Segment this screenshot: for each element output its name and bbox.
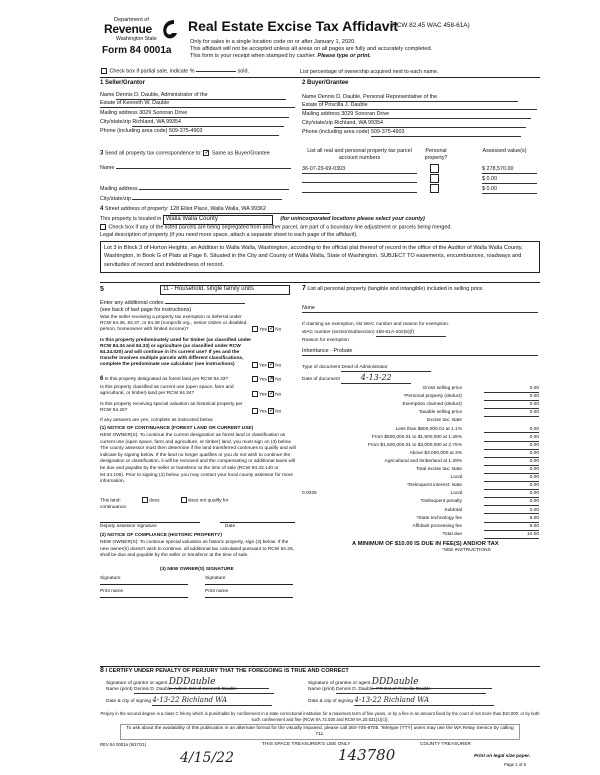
exemption-yes-no (252, 326, 281, 333)
personal-property-value[interactable]: None (302, 305, 538, 313)
tax-row-label: Less than $500,000.01 at 1.1% (395, 426, 462, 432)
doc-date-row (302, 373, 411, 384)
compliance-title: (2) NOTICE OF COMPLIANCE (HISTORIC PROPERTY) (100, 533, 222, 538)
current-use-yes-no (252, 391, 281, 398)
owner-print-line-2 (205, 597, 293, 598)
parcel-number-2[interactable] (302, 176, 417, 183)
partial-sale-label: Check box if partial sale, indicate % (109, 68, 195, 75)
partial-sale-checkbox[interactable] (101, 68, 107, 74)
exemption-question: Was the seller receiving a property tax exemption or deferral under RCW 84.36, 84.37, or 84.38 (nonprofit org., senior citizen or disabled person, homeowner with limited income)? (100, 315, 247, 332)
timber-yes-checkbox[interactable] (252, 362, 258, 368)
historic-yes-no (252, 408, 281, 415)
parcel-col-personal: Personal property? (424, 148, 448, 161)
notice-1: Only for sales in a single location code on or after January 1, 2020. (190, 39, 356, 45)
tax-row (302, 427, 540, 435)
current-use-no-checkbox[interactable]: ✓ (269, 391, 275, 397)
segregated-checkbox[interactable] (100, 224, 106, 230)
rev-number: REV 84 0001a (9/17/21) (100, 742, 147, 747)
tax-row-value[interactable]: 0.00 (484, 427, 539, 434)
seller-phone[interactable]: 509-375-4903 (169, 128, 279, 136)
timber-no-checkbox[interactable]: ✓ (269, 362, 275, 368)
certify-text: 8 I CERTIFY UNDER PENALTY OF PERJURY THAT THE FOREGOING IS TRUE AND CORRECT (100, 667, 349, 674)
continuance-label: continuance. (100, 505, 128, 510)
tax-row-value[interactable]: 0.00 (484, 435, 539, 442)
divider (100, 282, 540, 283)
tax-row-value[interactable]: 5.00 (484, 524, 539, 531)
parcel-number-3[interactable] (302, 186, 417, 193)
seller-addr[interactable]: 3029 Sonoran Drive (139, 110, 289, 118)
grantor-date-label: Date & city of signing (106, 699, 152, 704)
doc-date-label: Date of document (302, 377, 340, 382)
wac-row (302, 330, 446, 337)
tax-row-value[interactable]: 0.00 (484, 402, 539, 409)
continuance-title: (1) NOTICE OF CONTINUANCE (FOREST LAND OR CURRENT USE) (100, 426, 254, 431)
doc-date-value[interactable]: 4-13-22 (341, 373, 411, 384)
grantee-name-row (308, 687, 486, 694)
form-number: Form 84 0001a (102, 45, 172, 56)
grantor-name-row (106, 687, 274, 694)
doc-type-label: Type of document (302, 365, 341, 370)
buyer-name-label: Name (302, 94, 317, 100)
minimum-due: A MINIMUM OF $10.00 IS DUE IN FEE(S) AND/OR TAX (352, 541, 499, 547)
tax-row-label: Agricultural and timberland at 1.28% (384, 458, 462, 464)
see-instructions: *SEE INSTRUCTIONS (442, 548, 491, 553)
seller-heading: 1 Seller/Grantor (100, 80, 146, 86)
does-not-label: does not qualify for (187, 498, 229, 504)
this-land-label: This land: (100, 498, 121, 504)
no-label: No (275, 363, 282, 369)
parcel-value-2[interactable]: $ 0.00 (482, 176, 537, 184)
segregated-row (100, 224, 452, 231)
current-use-question: Is this property classified as current use (open space, farm and agricultural, or timber) land per RCW 84.34? (100, 385, 234, 396)
legal-paper-note: Print on legal size paper. (474, 754, 531, 759)
no-label: No (275, 327, 282, 333)
seller-name-1[interactable]: Dennis D. Dauble, Administrator of the (116, 92, 286, 100)
parcel-value-3[interactable]: $ 0.00 (482, 186, 537, 194)
owner-sig-line-1 (100, 584, 188, 585)
section3-city-label: City/state/zip (100, 196, 131, 202)
section-6 (100, 376, 298, 666)
notice-2: This affidavit will not be accepted unless all areas on all pages are fully and accurately completed. (190, 46, 433, 52)
buyer-addr-row (302, 111, 531, 119)
county-treasurer: COUNTY TREASURER (420, 742, 471, 747)
parcels-table (302, 148, 540, 203)
tax-row-label: *State technology fee (416, 515, 462, 521)
owner-print-label-1: Print name (100, 589, 124, 594)
tax-row-label: *Delinquent penalty (420, 499, 462, 505)
tax-row-value[interactable]: 0.00 (484, 467, 539, 474)
dept-line: Department of (114, 17, 149, 23)
deputy-sig-line (100, 522, 200, 523)
tax-row-value[interactable]: 0.00 (484, 491, 539, 498)
buyer-name-row (302, 94, 518, 102)
availability-notice: To ask about the availability of this publication in an alternate format for the visually impaired, please call 360-705-6705. Teletype (TTY) users may use the WA Relay Service by calling 711. (120, 724, 520, 740)
sold-label: sold. (237, 68, 249, 75)
parcel-col-number: List all real and personal property tax parcel account numbers (307, 148, 412, 161)
tax-row-label: From $500,000.01 to $1,500,000 at 1.28% (371, 434, 462, 440)
owner-sig-line-2 (205, 584, 293, 585)
forest-no-checkbox[interactable]: ✕ (269, 376, 275, 382)
tax-row-label: Affidavit processing fee (412, 523, 462, 529)
exemption-yes-checkbox[interactable] (252, 326, 258, 332)
does-not-checkbox[interactable] (181, 497, 187, 503)
no-label: No (275, 392, 282, 398)
grantee-signature[interactable]: DDDauble (372, 677, 492, 689)
street-address[interactable]: 128 Elliot Place, Walla Walla, WA 99362 (170, 206, 330, 214)
tax-row-value[interactable]: 0.00 (484, 394, 539, 401)
grantor-date[interactable]: 4-13-22 Richland WA (152, 696, 272, 706)
section3-name-row (100, 165, 291, 172)
tax-row (302, 508, 540, 516)
section-5: 5 11 - Household, single family units Enter any additional codes (see back of last page for instructions) Was the seller receiving a property tax exemption or deferral under RCW 84.36, 84.37, or 84.38 (nonprofit org., senior citizen or disabled person, homeowner with limited income)? Yes ✓No Is this property predominately used for timber (as classified under RCW 84.34 and 84.33) or agriculture (as classified under RCW 84.34.020) and will continue in it's current use? If yes and the transfer involves multiple parcels with different classifications, complete the predominate use calculator (see instructions) Yes ✓No (100, 285, 296, 355)
parcel-personal-3[interactable] (430, 184, 439, 193)
tax-row-label: Local (450, 475, 462, 481)
tax-row (302, 524, 540, 532)
tax-row-value[interactable]: 5.00 (484, 516, 539, 523)
tax-row-value[interactable]: 0.00 (484, 483, 539, 490)
tax-calc (302, 386, 540, 586)
seller-addr-row (100, 110, 289, 118)
notice-3-text: This form is your receipt when stamped by cashier. (190, 53, 316, 59)
deputy-date-line (220, 522, 295, 523)
stamp-date: 4/15/22 (180, 750, 234, 766)
deputy-date-label: Date (225, 524, 236, 529)
tax-row-label: From $1,500,000.01 to $3,000,000 at 2.75% (367, 442, 462, 448)
buyer-phone-row (302, 129, 521, 137)
parcel-personal-2[interactable] (430, 174, 439, 183)
seller-name-2[interactable]: Estate of Kenneth W. Dauble (100, 100, 295, 108)
buyer-addr-label: Mailing address (302, 111, 340, 117)
owner-signature-label-1: Signature (100, 576, 121, 581)
this-land-row (100, 497, 296, 504)
treasurer-only: THIS SPACE TREASURER'S USE ONLY (262, 742, 351, 747)
section3-name[interactable] (116, 168, 291, 169)
new-owner-title: (3) NEW OWNER(S) SIGNATURE (160, 567, 234, 572)
buyer-heading-text: Buyer/Grantee (307, 80, 349, 86)
yes-label: Yes (259, 327, 267, 333)
tax-row-value[interactable]: 0.00 (484, 475, 539, 482)
section-7 (302, 285, 540, 655)
additional-codes-label: Enter any additional codes (100, 300, 164, 306)
tax-row-label: Local (450, 491, 462, 497)
additional-codes-input[interactable] (165, 303, 245, 304)
current-use-yes-checkbox[interactable] (252, 391, 258, 397)
buyer-name-1[interactable]: Dennis D. Dauble, Personal Representative of the (318, 94, 518, 102)
tax-row (302, 402, 540, 410)
grantee-date-label: Date & city of signing (308, 699, 354, 704)
buyer-city-row (302, 120, 526, 128)
timber-yes-no (252, 362, 281, 369)
grantee-sig-label: Signature of grantee or agent (308, 681, 371, 686)
tax-correspondence-label: Send all property tax correspondence to: (104, 150, 202, 157)
seller-city-row (100, 119, 284, 127)
does-label: does (149, 498, 160, 504)
state-line: Washington State (116, 36, 157, 42)
forest-yes-checkbox[interactable] (252, 376, 258, 382)
section3-addr-row (100, 186, 289, 193)
legal-label: Legal description of property (if you need more space, attach a separate sheet to each page of the affidavit). (100, 232, 358, 238)
tax-row (302, 516, 540, 524)
seller-heading-text: Seller/Grantor (105, 80, 146, 86)
tax-row (302, 483, 540, 491)
grantor-sig-label: Signature of grantor or agent (106, 681, 168, 686)
timber-question: Is this property predominately used for timber (as classified under RCW 84.34 and 84.33) or agriculture (as classified under RCW 84.34.020) and will continue in it's current use? If yes and the transfer involves multiple parcels with different classifications, complete the predominate use calculator (see instructions) (100, 338, 252, 367)
seller-name-row (100, 92, 295, 100)
exemption-claim-label: If claiming an exemption, list WAC number and reason for exemption. (302, 322, 450, 327)
grantee-date-row (308, 696, 494, 706)
legal-description[interactable]: Lot 3 in Block 3 of Horton Heights, an Addition to Walla Walla, Washington, according to the official plat thereof of record in the office of the Auditor of Walla Walla County, Washington, in Book G of Plats at Page 6. Situated in the City and County of Walla Walla, State of Washington. SUBJECT TO easements, encumbrances, roadways and servitudes of record and indebtedness of record. (100, 241, 540, 273)
section3-addr-label: Mailing address (100, 186, 138, 192)
buyer-phone[interactable]: 509-375-4903 (371, 129, 521, 137)
parcel-value-1[interactable]: $ 278,570.00 (482, 166, 537, 174)
tax-row-value[interactable]: 0.00 (484, 386, 539, 393)
seller-city[interactable]: Richland, WA 99354 (132, 119, 284, 127)
tax-row (302, 459, 540, 467)
buyer-section (302, 80, 540, 150)
tax-row-label: Taxable selling price (418, 410, 462, 416)
buyer-city-label: City/state/zip (302, 120, 333, 126)
section3-addr[interactable] (139, 189, 289, 190)
form-title: Real Estate Excise Tax Affidavit (188, 18, 399, 34)
tax-row-value[interactable]: 0.00 (484, 451, 539, 458)
buyer-city[interactable]: Richland, WA 99354 (334, 120, 526, 128)
wac-number[interactable]: 458-61A-202(6)(f) (376, 330, 446, 337)
tax-row (302, 499, 540, 507)
rcw-reference: (RCW 82.45 WAC 458-61A) (390, 22, 470, 29)
parcel-personal-1[interactable] (430, 164, 439, 173)
tax-row-value[interactable]: 0.00 (484, 459, 539, 466)
section3-city-row (100, 196, 282, 203)
yes-label: Yes (259, 392, 267, 398)
grantee-date[interactable]: 4-13-22 Richland WA (354, 696, 494, 706)
personal-property-text: List all personal property (tangible and intangible) included in selling price. (307, 286, 484, 292)
notice-3 (190, 53, 371, 60)
section-8 (100, 666, 540, 708)
forest-question: Is this property designated as forest land per RCW 84.33? (104, 377, 229, 382)
owner-print-line-1 (100, 597, 188, 598)
reason-value[interactable]: Inheritance - Probate (302, 348, 538, 356)
page-number: Page 1 of 6 (504, 762, 526, 767)
historic-yes-checkbox[interactable] (252, 408, 258, 414)
tax-row (302, 435, 540, 443)
tax-row (302, 410, 540, 418)
no-label: No (275, 409, 282, 415)
historic-no-checkbox[interactable]: ✓ (269, 408, 275, 414)
header (100, 14, 540, 74)
tax-row-label: *Delinquent interest: state (407, 483, 462, 489)
tax-row-value[interactable]: 10.00 (484, 532, 539, 539)
section-3 (100, 150, 300, 205)
doc-type-value[interactable]: Deed of Administrator (341, 365, 431, 372)
grantor-name[interactable]: Dennis D. Dauble, Admin Est of Kenneth Dauble (134, 687, 274, 694)
tax-row-label: *Personal property (deduct) (403, 394, 462, 400)
tax-row-label: Exemption claimed (deduct) (402, 402, 462, 408)
land-use-select[interactable]: 11 - Household, single family units (160, 285, 290, 295)
yes-label: Yes (259, 363, 267, 369)
tax-correspondence-row: 3 Send all property tax correspondence to: ✓ Same as Buyer/Grantee (100, 150, 270, 157)
tax-row (302, 394, 540, 402)
same-as-buyer-checkbox[interactable]: ✓ (204, 150, 210, 156)
seller-name-label: Name (100, 92, 115, 98)
tax-row-label: Above $3,000,000 at 3% (409, 450, 462, 456)
personal-property-label: 7 List all personal property (tangible and intangible) included in selling price. (302, 285, 484, 292)
buyer-heading: 2 Buyer/Grantee (302, 80, 349, 86)
tax-row-value[interactable]: 0.00 (484, 410, 539, 417)
tax-row (302, 532, 540, 540)
buyer-phone-label: Phone (including area code) (302, 129, 370, 135)
owner-signature-label-2: Signature (205, 576, 226, 581)
grantor-date-row (106, 696, 272, 706)
ownership-note: List percentage of ownership acquired next to each name. (300, 69, 439, 75)
same-as-buyer-label: Same as Buyer/Grantee (211, 150, 270, 157)
street-row: 4 Street address of property: 128 Elliot Place, Walla Walla, WA 99362 (100, 206, 330, 214)
tax-row-value[interactable]: 0.00 (484, 443, 539, 450)
deputy-signature-label: Deputy assessor signature (100, 524, 157, 529)
notice-3-bold: Please type or print. (317, 53, 371, 59)
continuance-text: NEW OWNER(S): To continue the current designation as forest land or classification as current use (open space, farm and agriculture, or timber) land, you must sign on (3) below. The county assessor must then determine if the land transferred continues to qualify and will indicate by signing below. If the land no longer qualifies or you do not wish to continue the designation or classification, it will be removed and the compensating or additional taxes will be due and payable by the seller or transferor at the time of sale (RCW 84.33.140 or 84.34.108). Prior to signing (3) below, you may contact your local county assessor for more information. (100, 433, 296, 485)
answers-note: If any answers are yes, complete as instructed below. (100, 418, 214, 423)
doc-type-row (302, 365, 431, 372)
exemption-no-checkbox[interactable]: ✓ (269, 326, 275, 332)
grantor-signature[interactable]: DDDauble (169, 677, 269, 689)
county-note: (for unincorporated locations please select your county) (280, 216, 425, 222)
tax-row-label: Total due (442, 531, 462, 537)
partial-sale-input[interactable] (196, 71, 236, 72)
tax-row (302, 418, 540, 426)
section3-city[interactable] (132, 199, 282, 200)
grantor-name-label: Name (print) (106, 687, 133, 692)
does-checkbox[interactable] (142, 497, 148, 503)
county-select[interactable]: Walla Walla County (163, 215, 273, 225)
no-label: No (275, 377, 282, 383)
parcel-col-value: Assessed value(s) (482, 148, 527, 154)
tax-row-label: Total excise tax: state (416, 467, 462, 472)
buyer-name-2[interactable]: Estate of Priscilla J. Dauble (302, 102, 537, 110)
tax-row-value[interactable]: 0.00 (484, 499, 539, 506)
tax-row (302, 451, 540, 459)
stamp-number: 143780 (338, 746, 396, 764)
seller-phone-label: Phone (including area code) (100, 128, 168, 134)
buyer-addr[interactable]: 3029 Sonoran Drive (341, 111, 531, 119)
yes-label: Yes (259, 409, 267, 415)
located-in-label: This property is located in (100, 216, 162, 222)
divider (100, 77, 540, 78)
tax-row (302, 443, 540, 451)
grantee-name-label: Name (print) (308, 687, 335, 692)
seller-phone-row (100, 128, 279, 136)
historic-question: Is this property receiving special valuation as historical property per RCW 84.26? (100, 402, 243, 413)
parcel-number-1[interactable]: 36-07-29-69-0303 (302, 166, 417, 174)
seller-addr-label: Mailing address (100, 110, 138, 116)
tax-row (302, 386, 540, 394)
tax-row (302, 475, 540, 483)
tax-row-label: Excise tax: state (427, 418, 462, 424)
additional-codes-row (100, 300, 245, 307)
additional-codes-note: (see back of last page for instructions) (100, 307, 192, 313)
compliance-text: NEW OWNER(S): To continue special valuation as historic property, sign (3) below. If the new owner(s) doesn't wish to continue, all additional tax calculated pursuant to RCW 84.26, shall be due and payable by the seller or transferor at the time of sale. (100, 540, 294, 559)
owner-print-label-2: Print name (205, 589, 229, 594)
forest-row: 6 Is this property designated as forest land per RCW 84.33? Yes ✕No (100, 376, 282, 383)
section3-name-label: Name (100, 165, 115, 171)
tax-row-label: Gross selling price (422, 386, 462, 391)
street-label: Street address of property: (104, 206, 169, 212)
certify-label: I CERTIFY UNDER PENALTY OF PERJURY THAT THE FOREGOING IS TRUE AND CORRECT (105, 668, 349, 674)
seller-section (100, 80, 295, 150)
tax-row-value[interactable]: 0.00 (484, 508, 539, 515)
revenue-logo-text: Revenue (104, 22, 152, 36)
section-4 (100, 206, 540, 281)
seller-city-label: City/state/zip (100, 119, 131, 125)
revenue-logo-icon (160, 18, 178, 40)
tax-row-label: Subtotal (444, 507, 462, 513)
wac-label: WAC number (section/subsection) (302, 330, 375, 335)
perjury-notice: Perjury in the second degree is a class C felony which is punishable by confinement in a state correctional institution for a maximum term of five years, or by a fine in an amount fixed by the court of not more than $10,000, or by both such confinement and fine (RCW 9A.72.030 and RCW 9A.20.021(1)(c)). (100, 711, 540, 722)
reason-label: Reason for exemption (302, 338, 349, 343)
tax-row (302, 467, 540, 475)
grantee-name[interactable]: Dennis D. Dauble, PR Est of Priscilla Dauble (336, 687, 486, 694)
yes-label: Yes (259, 377, 267, 383)
segregated-label: Check box if any of the listed parcels are being segregated from another parcel, are part of a boundary line adjustment or parcels being merged. (108, 224, 452, 231)
partial-sale-row (101, 68, 249, 75)
local-rate: 0.0025 (302, 491, 317, 496)
